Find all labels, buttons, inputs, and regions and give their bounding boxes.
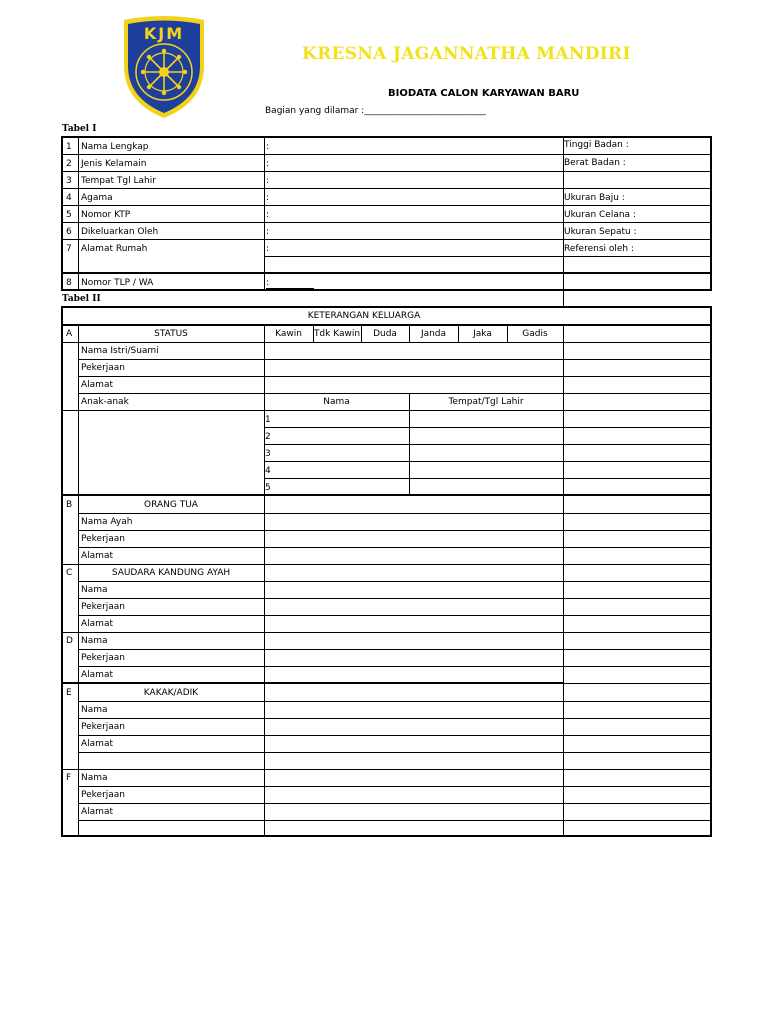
status-option-duda: Duda xyxy=(373,329,397,339)
t1-row-right: Tinggi Badan : xyxy=(564,140,629,150)
status-option-tdk-kawin: Tdk Kawin xyxy=(313,329,361,339)
status-option-janda: Janda xyxy=(420,329,447,339)
t1-row-label: Alamat Rumah xyxy=(81,244,148,254)
spouse-occupation-label: Pekerjaan xyxy=(81,363,126,373)
children-label: Anak-anak xyxy=(81,397,129,407)
t1-row-colon: : xyxy=(266,142,270,152)
t1-row-no: 7 xyxy=(66,244,72,254)
section-b-title: ORANG TUA xyxy=(144,500,198,510)
t1-row-colon: : xyxy=(266,193,270,203)
status-option-gadis: Gadis xyxy=(522,329,548,339)
t1-row-colon: : xyxy=(266,227,270,237)
spouse-name-label: Nama Istri/Suami xyxy=(81,346,159,356)
t1-row-no: 5 xyxy=(66,210,72,220)
tabel-1-title: Tabel I xyxy=(62,124,97,134)
status-label: STATUS xyxy=(154,329,188,339)
t1-row-right: Ukuran Baju : xyxy=(564,193,625,203)
t1-row-label: Dikeluarkan Oleh xyxy=(81,227,159,237)
t1-row-colon: : xyxy=(266,176,270,186)
company-logo xyxy=(118,14,210,122)
children-name-header: Nama xyxy=(323,397,350,407)
tabel-2-title: Tabel II xyxy=(62,294,101,304)
sibling-address-label: Alamat xyxy=(81,739,113,749)
child-number: 5 xyxy=(265,483,271,493)
section-d-name-label: Nama xyxy=(81,636,108,646)
uncle-occupation-label: Pekerjaan xyxy=(81,602,126,612)
section-c-letter: C xyxy=(66,568,73,578)
document-title: BIODATA CALON KARYAWAN BARU xyxy=(388,88,580,99)
t1-row-label: Tempat Tgl Lahir xyxy=(81,176,156,186)
t1-row-no: 6 xyxy=(66,227,72,237)
sibling-name-label: Nama xyxy=(81,705,108,715)
section-d-address-label: Alamat xyxy=(81,670,113,680)
t1-row-no: 1 xyxy=(66,142,72,152)
sibling-occupation-label: Pekerjaan xyxy=(81,722,126,732)
company-name: KRESNA JAGANNATHA MANDIRI xyxy=(302,44,631,64)
position-applied-label: Bagian yang dilamar :___________________________ xyxy=(265,106,486,116)
section-c-title: SAUDARA KANDUNG AYAH xyxy=(111,568,231,578)
t1-row-no: 2 xyxy=(66,159,72,169)
t1-row-no: 8 xyxy=(66,278,72,288)
t1-row-colon: : xyxy=(266,244,270,254)
t1-row-colon: : xyxy=(266,278,270,288)
children-birth-header: Tempat/Tgl Lahir xyxy=(448,397,524,407)
section-f-letter: F xyxy=(66,773,72,783)
t1-row-label: Nomor TLP / WA xyxy=(81,278,154,288)
section-d-letter: D xyxy=(66,636,73,646)
uncle-name-label: Nama xyxy=(81,585,108,595)
section-a-letter: A xyxy=(66,329,73,339)
father-occupation-label: Pekerjaan xyxy=(81,534,126,544)
t1-row-label: Jenis Kelamain xyxy=(81,159,147,169)
status-option-jaka: Jaka xyxy=(473,329,492,339)
t1-row-no: 4 xyxy=(66,193,72,203)
section-e-letter: E xyxy=(66,688,72,698)
logo-text: KJM xyxy=(143,24,185,43)
father-address-label: Alamat xyxy=(81,551,113,561)
section-f-address-label: Alamat xyxy=(81,807,113,817)
child-number: 3 xyxy=(265,449,271,459)
t1-row-label: Nomor KTP xyxy=(81,210,131,220)
t1-row-right: Referensi oleh : xyxy=(564,244,635,254)
keterangan-keluarga-heading: KETERANGAN KELUARGA xyxy=(307,311,421,321)
t1-row-right: Ukuran Sepatu : xyxy=(564,227,637,237)
section-f-name-label: Nama xyxy=(81,773,108,783)
section-f-occupation-label: Pekerjaan xyxy=(81,790,126,800)
section-d-occupation-label: Pekerjaan xyxy=(81,653,126,663)
t1-row-right: Berat Badan : xyxy=(564,158,626,168)
t1-row-colon: : xyxy=(266,159,270,169)
status-option-kawin: Kawin xyxy=(275,329,302,339)
child-number: 2 xyxy=(265,432,271,442)
child-number: 1 xyxy=(265,415,271,425)
father-name-label: Nama Ayah xyxy=(81,517,133,527)
t1-row-colon: : xyxy=(266,210,270,220)
t1-row-no: 3 xyxy=(66,176,72,186)
t1-row-label: Nama Lengkap xyxy=(81,142,149,152)
spouse-address-label: Alamat xyxy=(81,380,113,390)
t1-row-label: Agama xyxy=(81,193,113,203)
child-number: 4 xyxy=(265,466,271,476)
t1-row-right: Ukuran Celana : xyxy=(564,210,636,220)
uncle-address-label: Alamat xyxy=(81,619,113,629)
section-e-title: KAKAK/ADIK xyxy=(143,688,199,698)
section-b-letter: B xyxy=(66,500,73,510)
